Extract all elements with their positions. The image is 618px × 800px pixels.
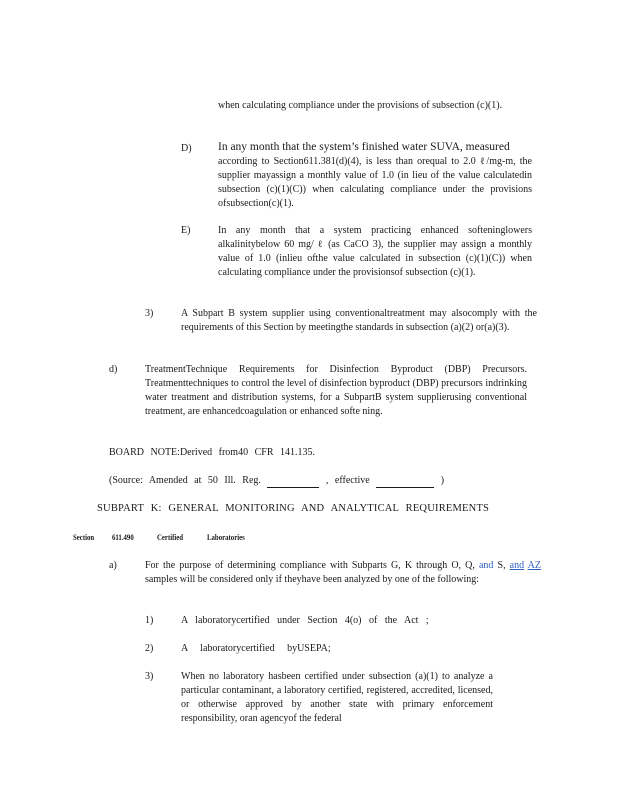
section-word: Section: [73, 533, 95, 542]
source-note: [109, 474, 444, 488]
inserted-az: AZ: [527, 560, 542, 571]
item-label-2: 2): [145, 643, 154, 654]
subpart-heading: SUBPART K: GENERAL MONITORING AND ANALYTICAL REQUIREMENTS: [97, 503, 490, 514]
item-text-3-lower: When no laboratory hasbeen certified under subsection (a)(1) to analyze a particular contaminant, a laboratory certified, registered, accredited, licensed, or otherwise approved by another state with primary enforcement responsibility, oran agencyof the federal: [181, 671, 493, 724]
date-blank-1: [267, 477, 319, 488]
item-text-1: A laboratorycertified under Section 4(o) of the Act ;: [181, 615, 429, 626]
item-text-2: A laboratorycertified byUSEPA;: [181, 643, 331, 654]
item-label-a: a): [109, 560, 117, 571]
item-label-3-upper: 3): [145, 308, 154, 319]
item-label-e: E): [181, 225, 191, 236]
item-text-d-upper: [218, 140, 532, 211]
item-label-1: 1): [145, 615, 154, 626]
section-title-2: Laboratories: [207, 533, 245, 542]
item-d-upper-lead: In any month that the system’s finished water SUVA, measured: [218, 141, 510, 153]
item-text-a: [145, 559, 541, 587]
source-suffix: ): [440, 475, 445, 486]
item-text-3-upper: A Subpart B system supplier using conventionaltreatment may alsocomply with the requirements of this Section by meetingthe standards in subsection (a)(2) or(a)(3).: [181, 308, 537, 333]
source-prefix: (Source: Amended at 50 Ill. Reg.: [109, 475, 261, 486]
item-a-text-before: For the purpose of determining compliance with Subparts G, K through O, Q,: [145, 560, 475, 571]
item-a-text-after: samples will be considered only if theyhave been analyzed by one of the following:: [145, 574, 480, 585]
item-label-d-upper: D): [181, 143, 192, 154]
source-middle: , effective: [325, 475, 370, 486]
item-a-text-mid: S,: [497, 560, 506, 571]
item-text-e: In any month that a system practicing enhanced softeninglowers alkalinitybelow 60 mg/ ℓ (as CaCO 3), the supplier may assign a monthly value of 1.0 (inlieu ofthe value calculated in subsection (c)(1)(C)) when calculating compliance under the provisionsof subsection (c)(1).: [218, 225, 532, 278]
board-note: BOARD NOTE:Derived from40 CFR 141.135.: [109, 447, 315, 458]
inserted-and-2: and: [509, 560, 525, 571]
inserted-and-1: and: [478, 560, 494, 571]
section-title-1: Certified: [157, 533, 184, 542]
date-blank-2: [376, 477, 434, 488]
item-text-d-lower: TreatmentTechnique Requirements for Disinfection Byproduct (DBP) Precursors. Treatmenttechniques to control the level of disinfection byproduct (DBP) precursors indrinking water treatment and distribution systems, for a SubpartB system supplierusing conventional treatment, are enhancedcoagulation or enhanced softe ning.: [145, 364, 527, 417]
item-label-d-lower: d): [109, 364, 118, 375]
item-d-upper-rest: according to Section611.381(d)(4), is less than orequal to 2.0 ℓ/mg-m, the supplier mayassign a monthly value of 1.0 (in lieu of the value calculatedin subsection (c)(1)(C)) when calculating compliance under the provisions ofsubsection(c)(1).: [218, 156, 532, 209]
item-label-3-lower: 3): [145, 671, 154, 682]
continued-paragraph: when calculating compliance under the provisions of subsection (c)(1).: [218, 100, 503, 111]
section-number: 611.490: [112, 533, 134, 542]
